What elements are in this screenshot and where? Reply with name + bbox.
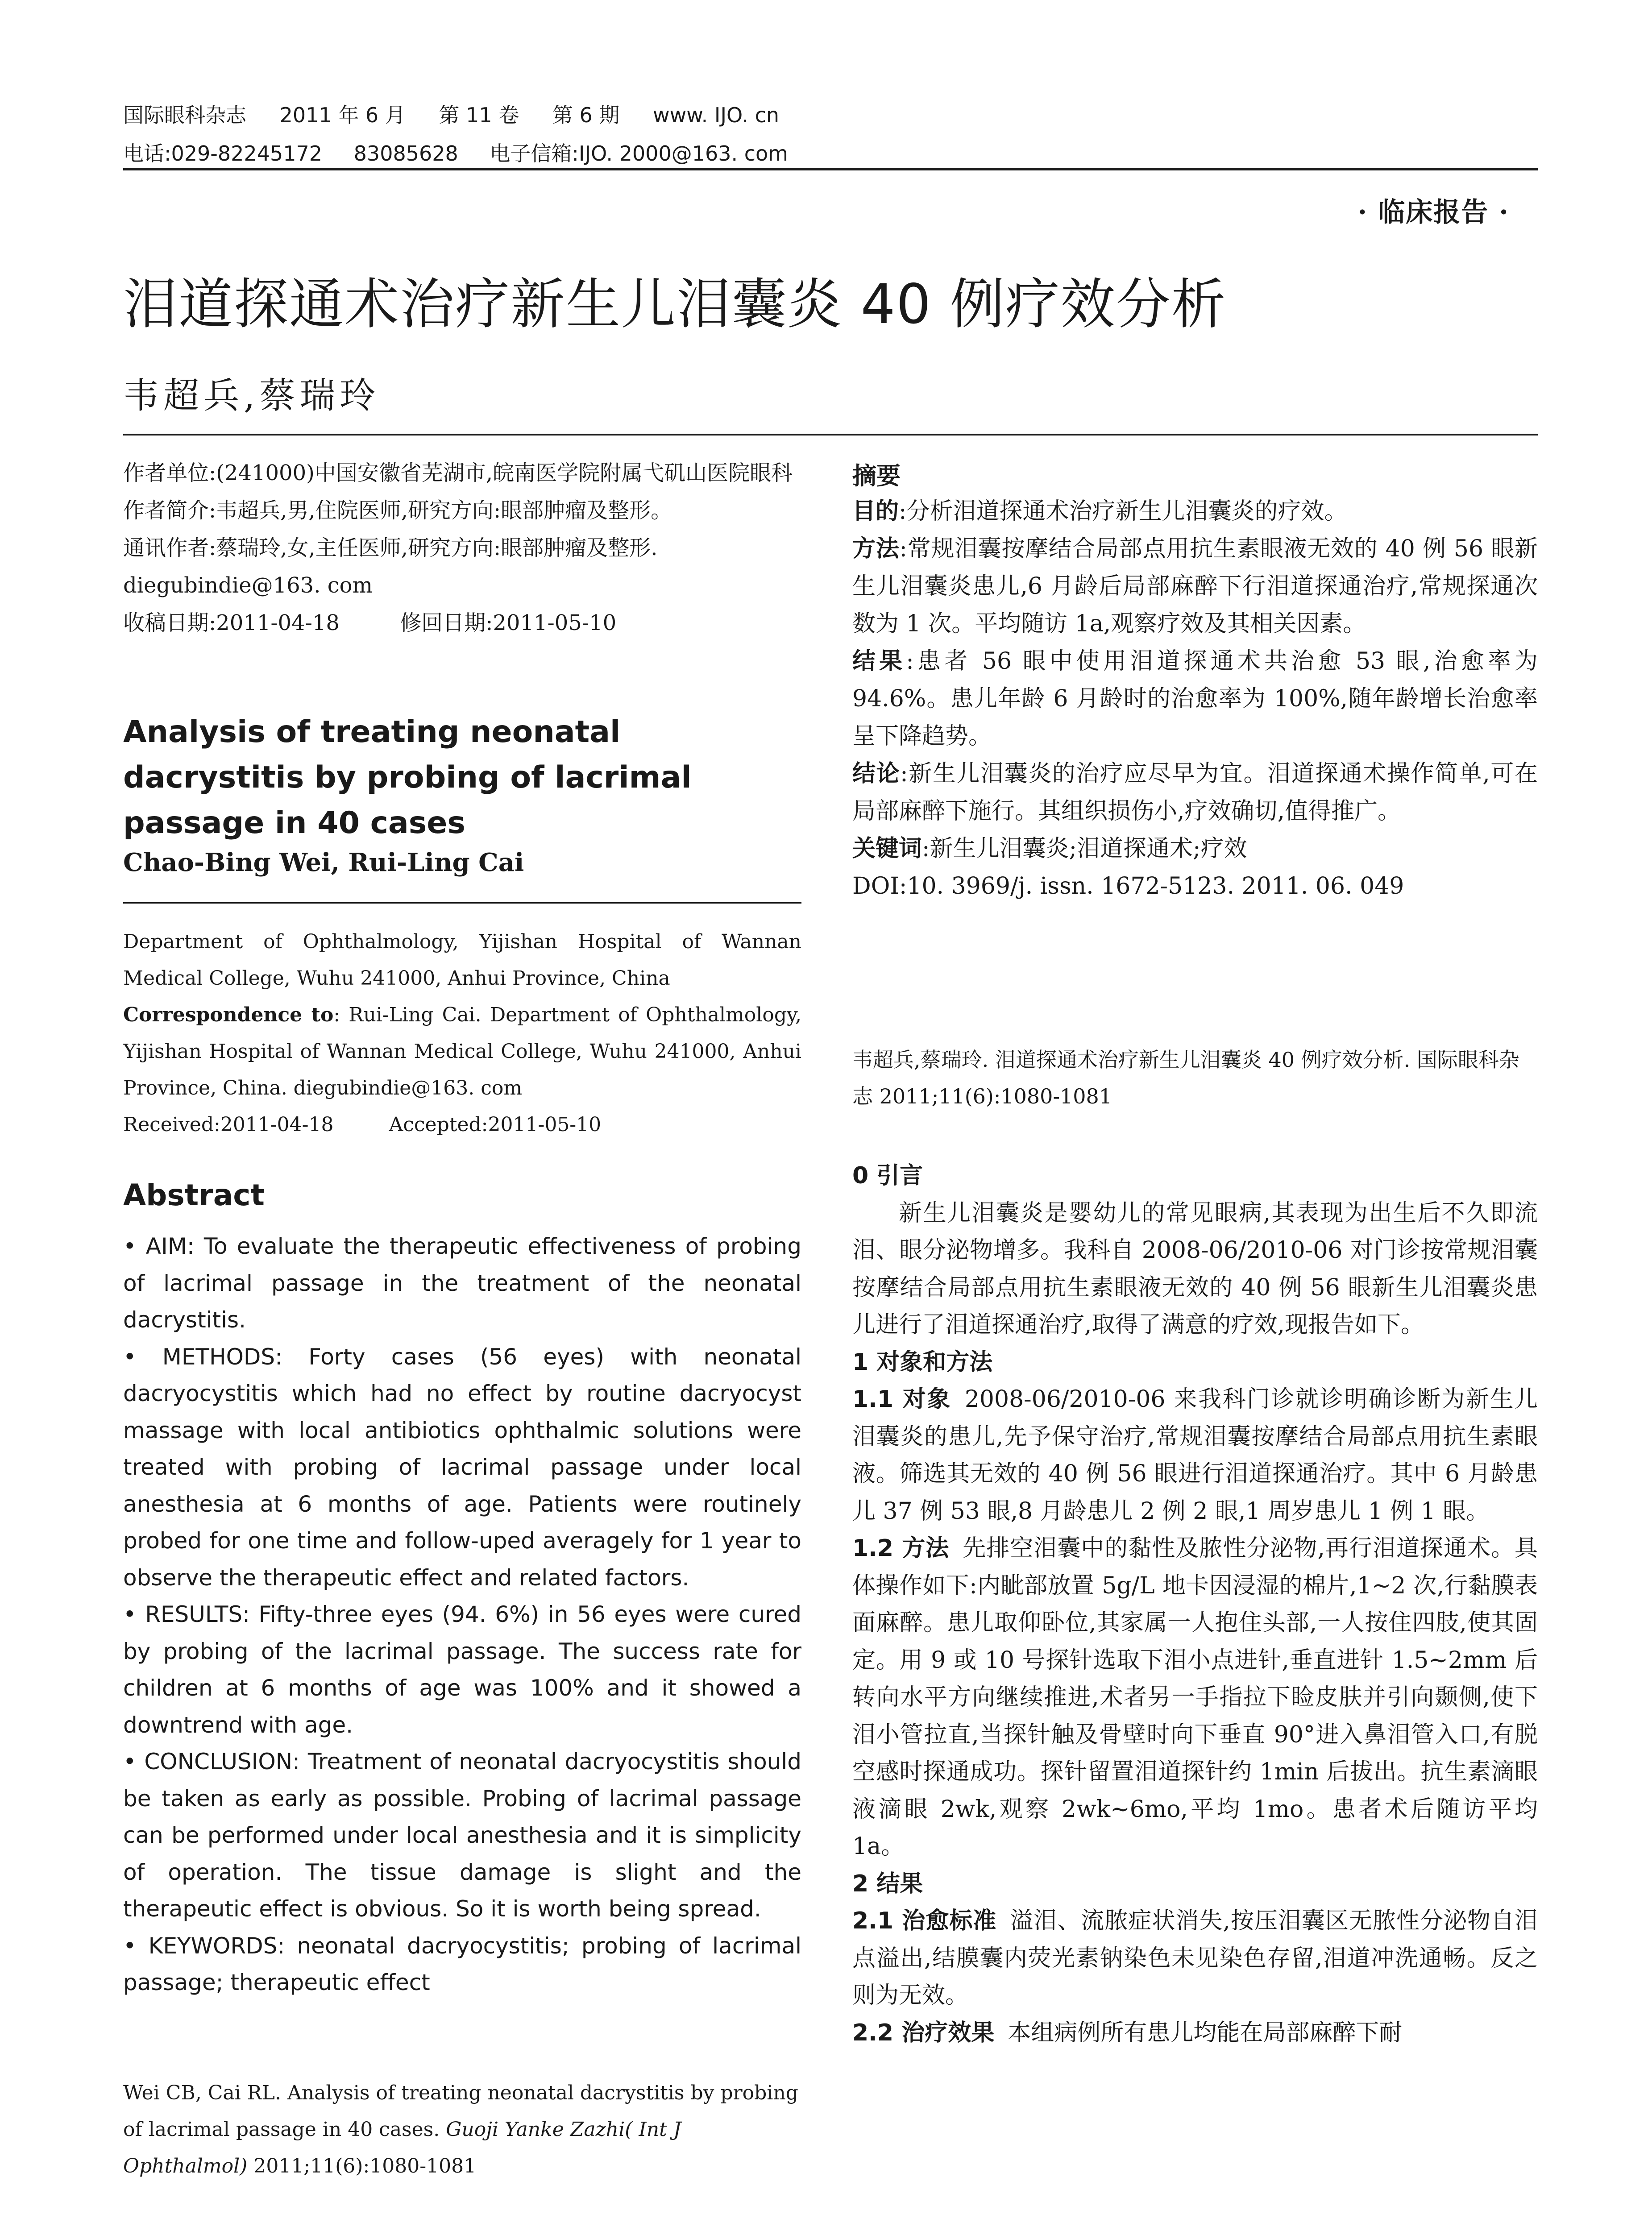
citation-cn: 韦超兵,蔡瑞玲. 泪道探通术治疗新生儿泪囊炎 40 例疗效分析. 国际眼科杂志 2011;11(6):1080-1081 — [852, 1048, 1519, 1108]
corresponding-author: 通讯作者:蔡瑞玲,女,主任医师,研究方向:眼部肿瘤及整形. — [123, 535, 658, 560]
abstract-cn — [852, 493, 1538, 905]
received-date-cn: 收稿日期:2011-04-18 — [123, 610, 340, 635]
aim-label: 目的 — [852, 498, 899, 525]
abstract-cn-methods — [852, 530, 1538, 643]
section-label: · 临床报告 · — [1357, 197, 1509, 228]
aim-text: :分析泪道探通术治疗新生儿泪囊炎的疗效。 — [899, 498, 1348, 525]
issue-number: 第 6 期 — [552, 103, 620, 127]
citation-en-journal: Guoji Yanke Zazhi( Int J Ophthalmol) — [123, 2118, 681, 2177]
doi: DOI:10. 3969/j. issn. 1672-5123. 2011. 06. 049 — [852, 873, 1404, 900]
citation-en-volume: 2011;11(6):1080-1081 — [247, 2155, 477, 2177]
authors-cn: 韦超兵,蔡瑞玲 — [123, 375, 380, 416]
received-date-en: Received:2011-04-18 — [123, 1113, 334, 1136]
author-rule — [123, 902, 801, 904]
abstract-keywords: • KEYWORDS: neonatal dacryocystitis; probing of lacrimal passage; therapeutic effect — [123, 1932, 801, 1995]
journal-phone: 电话:029-82245172 — [123, 141, 323, 166]
author-info — [123, 454, 801, 642]
section-2-2 — [852, 2015, 1538, 2052]
accepted-date-en: Accepted:2011-05-10 — [389, 1113, 602, 1136]
section-1-2 — [852, 1530, 1538, 1866]
section-1-2-label: 1.2 方法 — [852, 1535, 950, 1562]
department-info-en — [123, 924, 801, 1143]
abstract-cn-aim — [852, 493, 1538, 530]
department-en: Department of Ophthalmology, Yijishan Hospital of Wannan Medical College, Wuhu 241000, Anhui Province, China — [123, 930, 801, 990]
journal-name: 国际眼科杂志 — [123, 103, 246, 127]
authors-en: Chao-Bing Wei, Rui-Ling Cai — [123, 848, 524, 877]
methods-heading: 1 对象和方法 — [852, 1348, 993, 1376]
section-1-1 — [852, 1381, 1538, 1530]
section-1-1-text: 2008-06/2010-06 来我科门诊就诊明确诊断为新生儿泪囊炎的患儿,先予保守治疗,常规泪囊按摩结合局部点用抗生素眼液。筛选其无效的 40 例 56 眼进行泪道探通治疗。其中 6 月龄患儿 37 例 53 眼,8 月龄患儿 2 例 2 眼,1 周岁患儿 1 例 1 眼。 — [852, 1386, 1538, 1525]
citation-en-authors: Wei CB, Cai RL. Analysis of treating neonatal dacrystitis by probing of lacrimal passage in 40 cases. — [123, 2082, 798, 2141]
affiliation: 作者单位:(241000)中国安徽省芜湖市,皖南医学院附属弋矶山医院眼科 — [123, 460, 793, 485]
correspondence-label: Correspondence to — [123, 1004, 334, 1026]
abstract-cn-keywords — [852, 830, 1538, 867]
author-bio: 作者简介:韦超兵,男,住院医师,研究方向:眼部肿瘤及整形。 — [123, 498, 672, 523]
abstract-aim: • AIM: To evaluate the therapeutic effectiveness of probing of lacrimal passage in the treatment of the neonatal dacrystitis. — [123, 1233, 801, 1333]
intro-paragraph: 新生儿泪囊炎是婴幼儿的常见眼病,其表现为出生后不久即流泪、眼分泌物增多。我科自 2008-06/2010-06 对门诊按常规泪囊按摩结合局部点用抗生素眼液无效的 40 例 56 眼新生儿泪囊炎患儿进行了泪道探通治疗,取得了满意的疗效,现报告如下。 — [852, 1199, 1538, 1338]
results-heading: 2 结果 — [852, 1870, 923, 1897]
header-rule — [123, 168, 1538, 170]
methods-label: 方法 — [852, 535, 900, 562]
journal-header-line2 — [123, 137, 813, 167]
article-title-cn: 泪道探通术治疗新生儿泪囊炎 40 例疗效分析 — [123, 273, 1227, 336]
citation-en — [123, 2075, 801, 2185]
journal-website: www. IJO. cn — [653, 103, 780, 127]
dates-en — [123, 1107, 801, 1143]
abstract-cn-results — [852, 643, 1538, 755]
conclusion-label: 结论 — [852, 760, 901, 787]
abstract-heading-cn: 摘要 — [852, 462, 901, 490]
journal-phone-2: 83085628 — [353, 141, 458, 166]
intro-heading: 0 引言 — [852, 1162, 923, 1189]
section-2-2-label: 2.2 治疗效果 — [852, 2019, 995, 2046]
volume: 第 11 卷 — [439, 103, 519, 127]
dates-cn — [123, 604, 801, 642]
methods-text: :常规泪囊按摩结合局部点用抗生素眼液无效的 40 例 56 眼新生儿泪囊炎患儿,6 月龄后局部麻醉下行泪道探通治疗,常规探通次数为 1 次。平均随访 1a,观察疗效及其相关因素。 — [852, 535, 1538, 637]
article-body — [852, 1157, 1538, 2052]
article-title-en: Analysis of treating neonatal dacrystitis by probing of lacrimal passage in 40 cases — [123, 714, 692, 841]
journal-email: 电子信箱:IJO. 2000@163. com — [490, 141, 788, 166]
revised-date-cn: 修回日期:2011-05-10 — [400, 610, 617, 635]
keywords-text: :新生儿泪囊炎;泪道探通术;疗效 — [922, 835, 1247, 862]
section-2-1 — [852, 1903, 1538, 2015]
section-1-2-text: 先排空泪囊中的黏性及脓性分泌物,再行泪道探通术。具体操作如下:内眦部放置 5g/L 地卡因浸湿的棉片,1~2 次,行黏膜表面麻醉。患儿取仰卧位,其家属一人抱住头部,一人按住四肢,使其固定。用 9 或 10 号探针选取下泪小点进针,垂直进针 1.5~2mm 后转向水平方向继续推进,术者另一手指拉下睑皮肤并引向颞侧,使下泪小管拉直,当探针触及骨壁时向下垂直 90°进入鼻泪管入口,有脱空感时探通成功。探针留置泪道探针约 1min 后拔出。抗生素滴眼液滴眼 2wk,观察 2wk~6mo,平均 1mo。患者术后随访平均 1a。 — [852, 1535, 1538, 1860]
conclusion-text: :新生儿泪囊炎的治疗应尽早为宜。泪道探通术操作简单,可在局部麻醉下施行。其组织损伤小,疗效确切,值得推广。 — [852, 760, 1538, 825]
keywords-label: 关键词 — [852, 835, 922, 862]
abstract-cn-conclusion — [852, 755, 1538, 830]
author-email: diegubindie@163. com — [123, 573, 373, 598]
correspondence-en — [123, 997, 801, 1107]
results-text: :患者 56 眼中使用泪道探通术共治愈 53 眼,治愈率为 94.6%。患儿年龄 6 月龄时的治愈率为 100%,随年龄增长治愈率呈下降趋势。 — [852, 648, 1538, 750]
journal-header-line1 — [123, 99, 806, 129]
abstract-heading-en: Abstract — [123, 1178, 265, 1212]
section-2-1-text: 溢泪、流脓症状消失,按压泪囊区无脓性分泌物自泪点溢出,结膜囊内荧光素钠染色未见染色存留,泪道冲洗通畅。反之则为无效。 — [852, 1908, 1538, 2009]
title-rule — [123, 434, 1538, 435]
abstract-methods: • METHODS: Forty cases (56 eyes) with neonatal dacryocystitis which had no effect by routine dacryocyst massage with local antibiotics ophthalmic solutions were treated with probing of lacrimal passage under local anesthesia at 6 months of age. Patients were routinely probed for one time and follow-uped averagely for 1 year to observe the therapeutic effect and related factors. — [123, 1344, 801, 1591]
section-1-1-label: 1.1 对象 — [852, 1386, 951, 1413]
issue-date: 2011 年 6 月 — [279, 103, 406, 127]
section-2-1-label: 2.1 治愈标准 — [852, 1908, 997, 1934]
abstract-conclusion: • CONCLUSION: Treatment of neonatal dacryocystitis should be taken as early as possible. Probing of lacrimal passage can be performed under local anesthesia and it is simplicity of operation. The tissue damage is slight and the therapeutic effect is obvious. So it is worth being spread. — [123, 1749, 801, 1922]
section-2-2-text: 本组病例所有患儿均能在局部麻醉下耐 — [1008, 2019, 1403, 2046]
abstract-results: • RESULTS: Fifty-three eyes (94. 6%) in 56 eyes were cured by probing of the lacrimal passage. The success rate for children at 6 months of age was 100% and it showed a downtrend with age. — [123, 1601, 801, 1738]
abstract-en — [123, 1228, 801, 2001]
correspondence-text: : Rui-Ling Cai. Department of Ophthalmology, Yijishan Hospital of Wannan Medical College, Wuhu 241000, Anhui Province, China. diegubindie@163. com — [123, 1004, 801, 1099]
results-label: 结果 — [852, 648, 906, 675]
